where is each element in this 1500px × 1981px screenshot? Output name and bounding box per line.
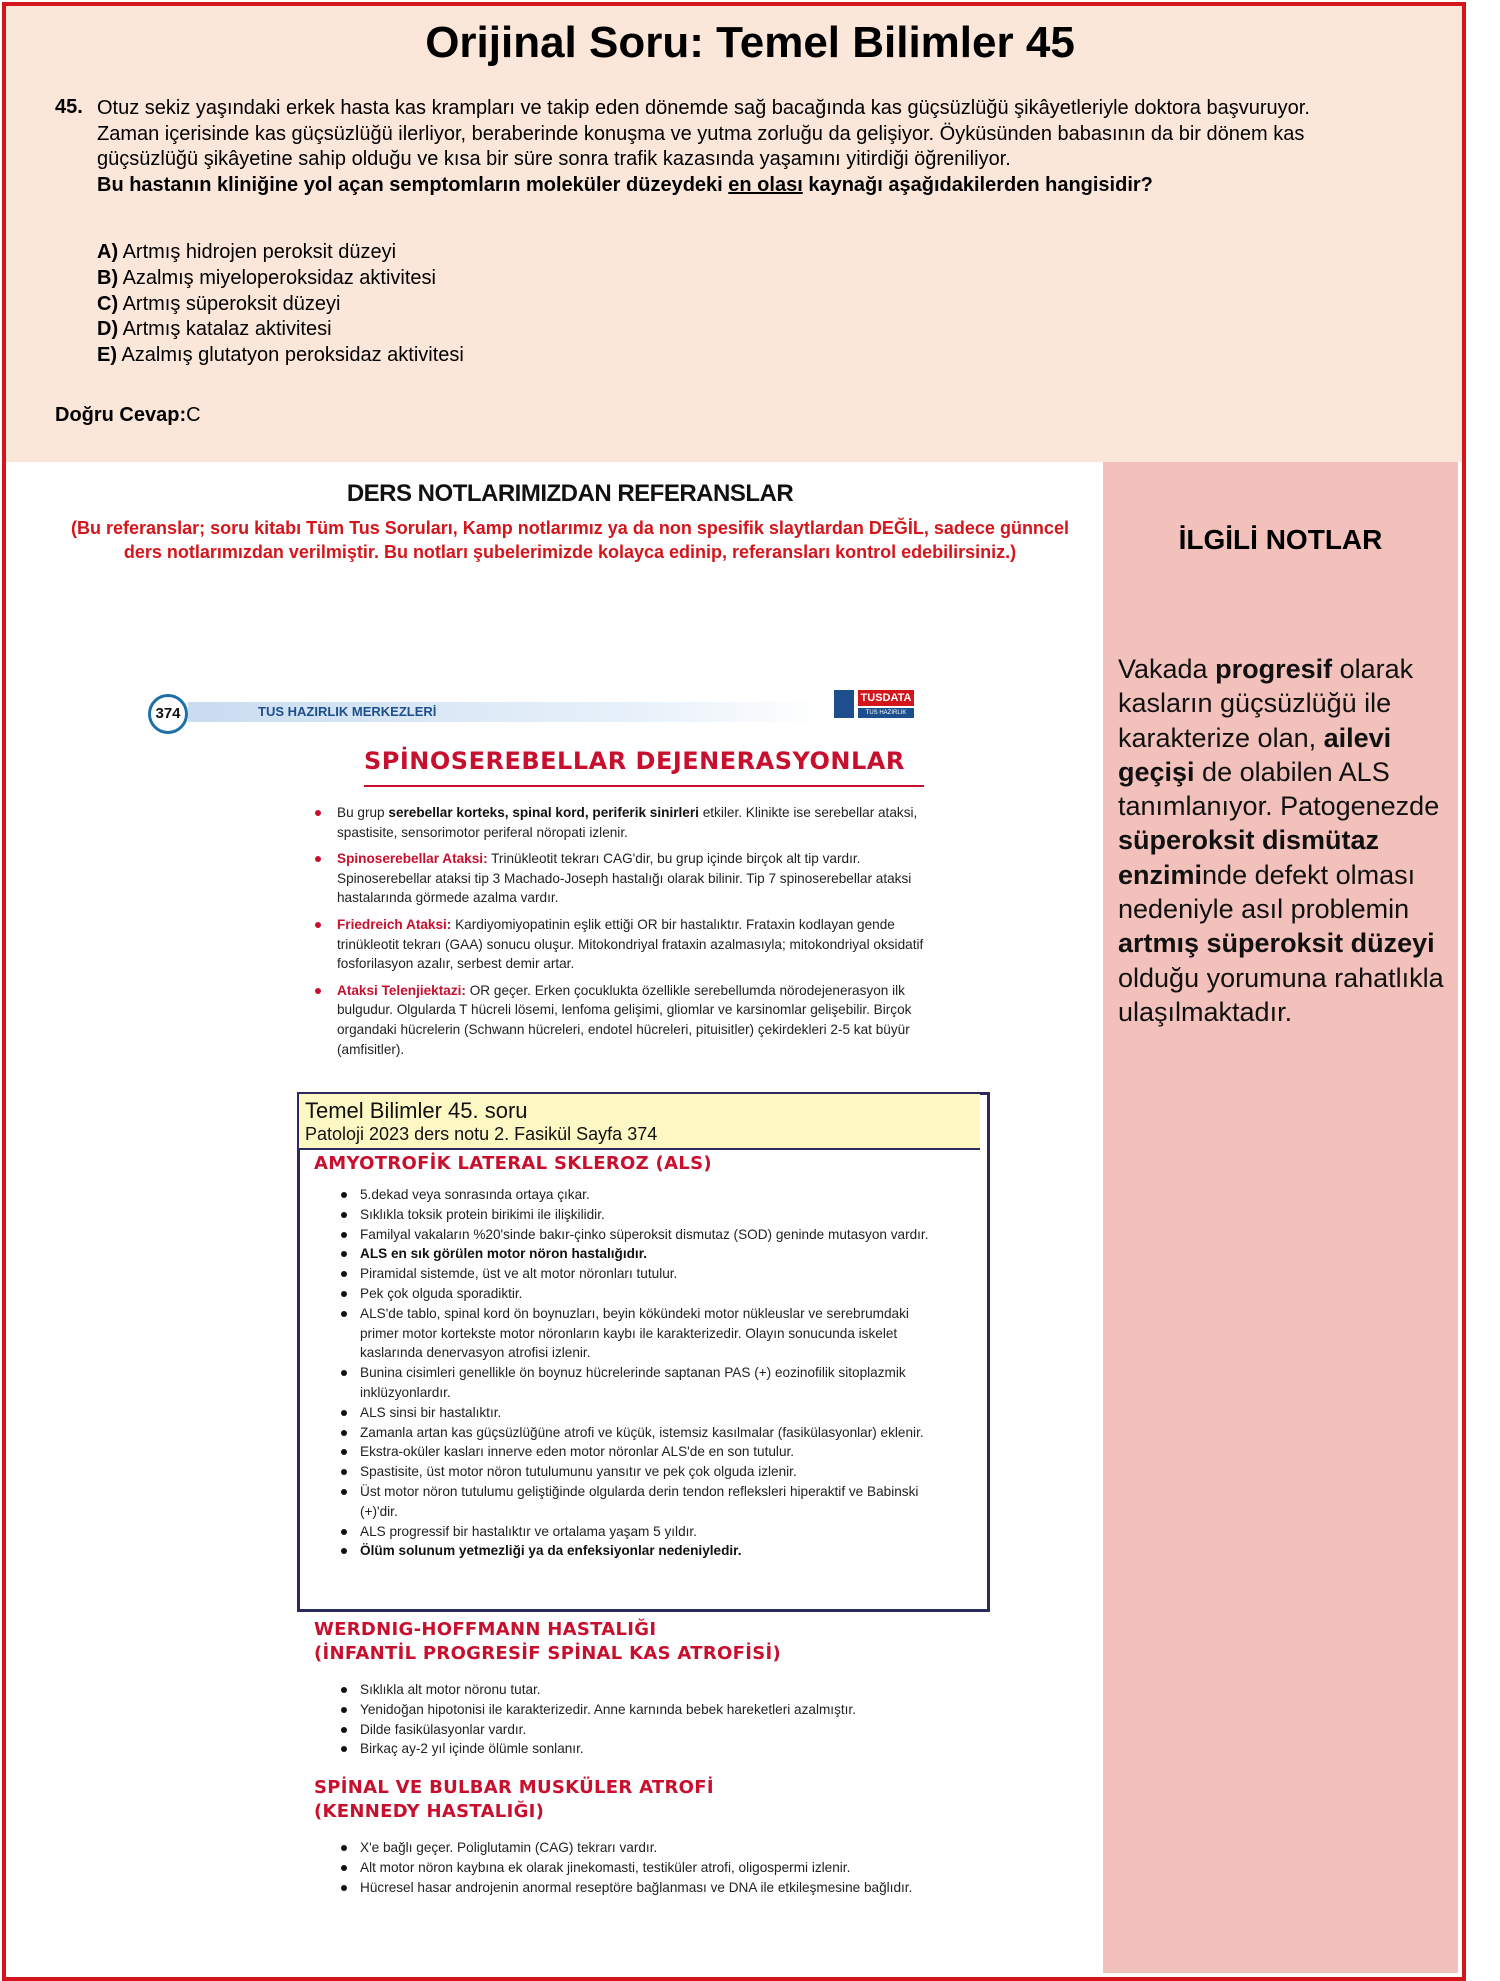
als-list bbox=[338, 1185, 938, 1561]
option-d: D) Artmış katalaz aktivitesi bbox=[97, 318, 332, 341]
notes-text: Vakada progresif olarak kasların güçsüzlüğü ile karakterize olan, ailevi geçişi de olabilen ALS tanımlanıyor. Patogenezde süperoksit dismütaz enziminde defekt olması nedeniyle asıl problemin artmış süperoksit düzeyi olduğu yorumuna rahatlıkla ulaşılmaktadır. bbox=[1118, 654, 1444, 1027]
werdnig-hoffmann-list bbox=[338, 1680, 938, 1759]
list-item: Bunina cisimleri genellikle ön boynuz hücrelerinde saptanan PAS (+) eozinofilik sitoplazmik inklüzyonlardır. bbox=[338, 1363, 938, 1403]
list-item: Ölüm solunum yetmezliği ya da enfeksiyonlar nedeniyledir. bbox=[338, 1541, 938, 1561]
book-section-title: SPİNOSEREBELLAR DEJENERASYONLAR bbox=[364, 747, 905, 775]
list-item: X'e bağlı geçer. Poliglutamin (CAG) tekrarı vardır. bbox=[338, 1838, 938, 1858]
reference-label-line-1: Temel Bilimler 45. soru bbox=[305, 1098, 528, 1123]
option-a: A) Artmış hidrojen peroksit düzeyi bbox=[97, 241, 397, 263]
list-item: Familyal vakaların %20'sinde bakır-çinko süperoksit dismutaz (SOD) geninde mutasyon vardır. bbox=[338, 1225, 938, 1245]
logo-subtext: TUS HAZIRLIK MERKEZLERİ bbox=[858, 708, 914, 718]
question-ask: Bu hastanın kliniğine yol açan semptomların moleküler düzeydeki en olası kaynağı aşağıdakilerden hangisidir? bbox=[97, 173, 1153, 196]
correct-answer: Doğru Cevap:C bbox=[55, 404, 201, 426]
question-stem: Otuz sekiz yaşındaki erkek hasta kas krampları ve takip eden dönemde sağ bacağında kas güçsüzlüğü şikâyetleriyle doktora başvuruyor. Zaman içerisinde kas güçsüzlüğü ilerliyor, beraberinde konuşma ve yutma zorluğu da gelişiyor. Öyküsünden babasının da bir dönem kas güçsüzlüğü şikâyetine sahip olduğu ve kısa bir süre sonra trafik kazasında yaşamını yitirdiği öğreniliyor. bbox=[97, 97, 1310, 170]
page-header-text: TUS HAZIRLIK MERKEZLERİ bbox=[258, 704, 437, 719]
question-text bbox=[97, 96, 1327, 198]
tusdata-logo bbox=[834, 690, 918, 730]
list-item: Spinoserebellar Ataksi: Trinükleotit tekrarı CAG'dir, bu grup içinde birçok alt tip vardır. Spinoserebellar ataksi tip 3 Machado-Joseph hastalığı olarak bilinir. Tip 7 spinoserebellar ataksi hastalarında görmede azalma vardır. bbox=[313, 849, 935, 908]
kennedy-list bbox=[338, 1838, 938, 1897]
logo-text: TUSDATA bbox=[858, 690, 914, 706]
list-item: Birkaç ay-2 yıl içinde ölümle sonlanır. bbox=[338, 1739, 938, 1759]
list-item: Üst motor nöron tutulumu geliştiğinde olgularda derin tendon refleksleri hiperaktif ve Babinski (+)'dir. bbox=[338, 1482, 938, 1522]
list-item: Zamanla artan kas güçsüzlüğüne atrofi ve küçük, istemsiz kasılmalar (fasikülasyonlar) eklenir. bbox=[338, 1423, 938, 1443]
list-item: Alt motor nöron kaybına ek olarak jinekomasti, testiküler atrofi, oligospermi izlenir. bbox=[338, 1858, 938, 1878]
references-heading: DERS NOTLARIMIZDAN REFERANSLAR bbox=[346, 480, 794, 507]
werdnig-hoffmann-title-1: WERDNIG-HOFFMANN HASTALIĞI bbox=[314, 1619, 657, 1640]
option-e: E) Azalmış glutatyon peroksidaz aktivitesi bbox=[97, 344, 464, 367]
reference-label bbox=[299, 1094, 980, 1150]
list-item: Friedreich Ataksi: Kardiyomiyopatinin eşlik ettiği OR bir hastalıktır. Frataxin kodlayan gende trinükleotit tekrarı (GAA) sonucu oluşur. Mitokondriyal frataxin azalmasıyla; mitokondriyal oksidatif fosforilasyon azalır, serbest demir artar. bbox=[313, 915, 935, 974]
list-item: Yenidoğan hipotonisi ile karakterizedir. Anne karnında bebek hareketleri azalmıştır. bbox=[338, 1700, 938, 1720]
list-item: Dilde fasikülasyonlar vardır. bbox=[338, 1720, 938, 1740]
list-item: Bu grup serebellar korteks, spinal kord, periferik sinirleri etkiler. Klinikte ise serebellar ataksi, spastisite, sensorimotor periferal nöropati izlenir. bbox=[313, 803, 935, 842]
als-title: AMYOTROFİK LATERAL SKLEROZ (ALS) bbox=[314, 1153, 712, 1174]
kennedy-title-2: (KENNEDY HASTALIĞI) bbox=[314, 1801, 545, 1822]
page-number: 374 bbox=[148, 694, 188, 734]
list-item: Sıklıkla alt motor nöronu tutar. bbox=[338, 1680, 938, 1700]
answer-options bbox=[97, 240, 464, 369]
references-note: (Bu referanslar; soru kitabı Tüm Tus Soruları, Kamp notlarımız ya da non spesifik slaytlardan DEĞİL, sadece günncel ders notlarımızdan verilmiştir. Bu notları şubelerimizde kolayca edinip, referansları kontrol edebilirsiniz.) bbox=[71, 518, 1069, 562]
list-item: Ataksi Telenjiektazi: OR geçer. Erken çocuklukta özellikle serebellumda nörodejenerasyon ilk bulgudur. Olgularda T hücreli lösemi, lenfoma gelişimi, gliomlar ve karsinomlar gelişebilir. Birçok organdaki hücrelerin (Schwann hücreleri, endotel hücreleri, pituisitler) çekirdekleri 2-5 kat büyür (amfisitler). bbox=[313, 981, 935, 1059]
list-item: Piramidal sistemde, üst ve alt motor nöronları tutulur. bbox=[338, 1264, 938, 1284]
kennedy-title-1: SPİNAL VE BULBAR MUSKÜLER ATROFİ bbox=[314, 1777, 714, 1798]
list-item: Ekstra-oküler kasları innerve eden motor nöronlar ALS'de en son tutulur. bbox=[338, 1442, 938, 1462]
list-item: Sıklıkla toksik protein birikimi ile ilişkilidir. bbox=[338, 1205, 938, 1225]
reference-label-line-2: Patoloji 2023 ders notu 2. Fasikül Sayfa 374 bbox=[305, 1124, 658, 1144]
notes-heading: İLGİLİ NOTLAR bbox=[1178, 524, 1383, 555]
list-item: ALS'de tablo, spinal kord ön boynuzları, beyin kökündeki motor nükleuslar ve serebrumdaki primer motor kortekste motor nöronların kaybı ile karakterizedir. Olayın sonucunda iskelet kaslarında denervasyon atrofisi izlenir. bbox=[338, 1304, 938, 1363]
list-item: ALS en sık görülen motor nöron hastalığıdır. bbox=[338, 1244, 938, 1264]
list-item: Hücresel hasar androjenin anormal reseptöre bağlanması ve DNA ile etkileşmesine bağlıdır. bbox=[338, 1878, 938, 1898]
list-item: 5.dekad veya sonrasında ortaya çıkar. bbox=[338, 1185, 938, 1205]
logo-building-icon bbox=[834, 690, 854, 718]
spinocerebellar-list bbox=[313, 803, 935, 1066]
list-item: ALS sinsi bir hastalıktır. bbox=[338, 1403, 938, 1423]
question-number: 45. bbox=[55, 96, 83, 118]
title-divider bbox=[364, 785, 924, 787]
werdnig-hoffmann-title-2: (İNFANTİL PROGRESİF SPİNAL KAS ATROFİSİ) bbox=[314, 1643, 781, 1664]
option-c: C) Artmış süperoksit düzeyi bbox=[97, 292, 341, 315]
question-title: Orijinal Soru: Temel Bilimler 45 bbox=[425, 18, 1075, 67]
option-b: B) Azalmış miyeloperoksidaz aktivitesi bbox=[97, 266, 436, 289]
list-item: Spastisite, üst motor nöron tutulumunu yansıtır ve pek çok olguda izlenir. bbox=[338, 1462, 938, 1482]
list-item: Pek çok olguda sporadiktir. bbox=[338, 1284, 938, 1304]
list-item: ALS progressif bir hastalıktır ve ortalama yaşam 5 yıldır. bbox=[338, 1522, 938, 1542]
